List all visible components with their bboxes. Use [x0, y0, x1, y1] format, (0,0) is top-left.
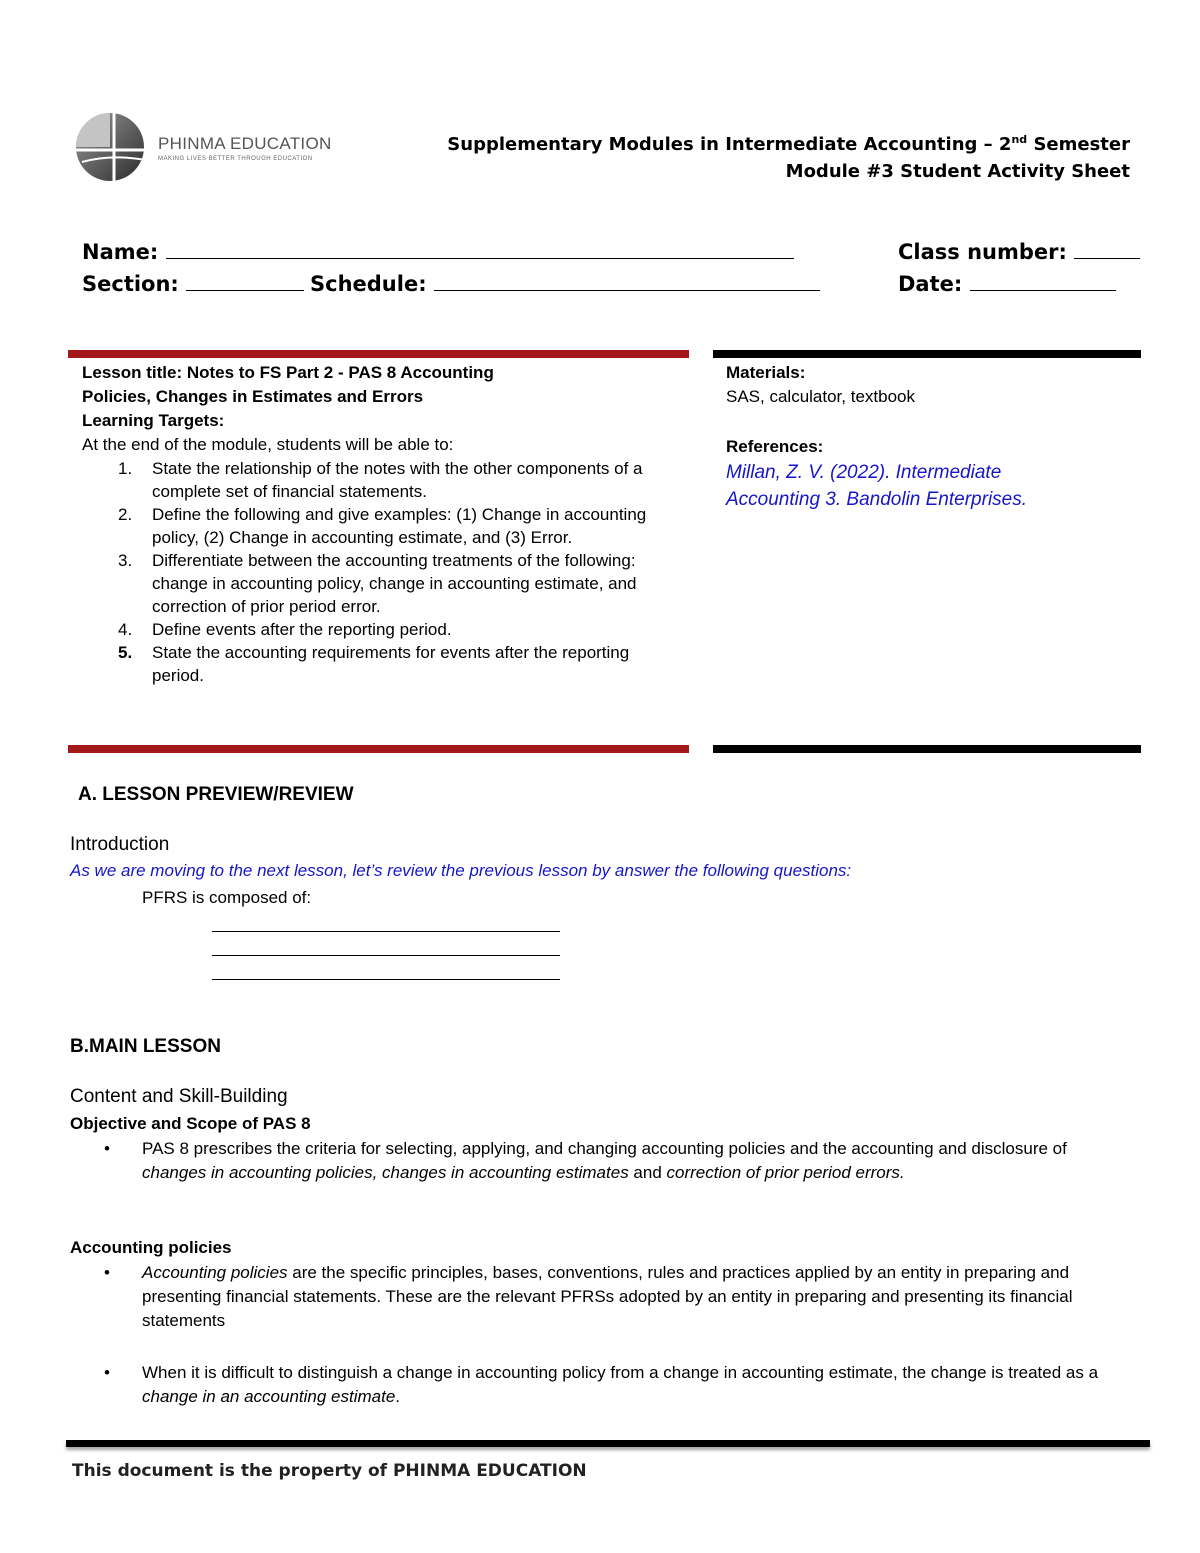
- section-b-subheading: Content and Skill-Building: [70, 1086, 288, 1107]
- policies-bullets: [70, 1261, 1120, 1333]
- list-item: • Accounting policies are the specific principles, bases, conventions, rules and practices applied by an entity in preparing and presenting financial statements. These are the relevant PFRSs adopted by an entity in preparing and presenting its financial statements: [104, 1263, 1073, 1330]
- materials-top-bar: [713, 350, 1141, 358]
- class-number-line[interactable]: [1074, 242, 1140, 259]
- target-item: 4. Define events after the reporting period.: [118, 620, 452, 639]
- answer-line-2[interactable]: [212, 954, 560, 956]
- section-field[interactable]: [82, 272, 304, 296]
- section-a-heading: A. LESSON PREVIEW/REVIEW: [78, 784, 354, 805]
- bullet-icon: •: [104, 1363, 110, 1382]
- lesson-title-line2: Policies, Changes in Estimates and Errors: [82, 387, 424, 406]
- answer-line-1[interactable]: [212, 930, 560, 932]
- learning-targets-heading: Learning Targets:: [82, 411, 225, 430]
- name-line[interactable]: [166, 242, 794, 259]
- target-item: 2. Define the following and give examples: (1) Change in accounting policy, (2) Change in accounting estimate, and (3) Error.: [118, 505, 647, 547]
- lesson-top-bar: [68, 350, 689, 358]
- accounting-policies-heading: Accounting policies: [70, 1238, 232, 1257]
- learning-targets-intro: At the end of the module, students will be able to:: [82, 435, 454, 454]
- section-line[interactable]: [186, 274, 304, 291]
- schedule-label: Schedule:: [310, 272, 427, 296]
- target-item: 1. State the relationship of the notes with the other components of a complete set of financial statements.: [118, 459, 643, 501]
- materials-heading: Materials:: [726, 363, 806, 382]
- module-title: Supplementary Modules in Intermediate Accounting – 2nd Semester: [447, 133, 1130, 155]
- bullet-icon: •: [104, 1139, 110, 1158]
- target-item: 3. Differentiate between the accounting treatments of the following: change in accounting policy, change in accounting estimate, and correction of prior period error.: [118, 551, 637, 616]
- policies-bullets-2: [70, 1361, 1120, 1409]
- class-number-field[interactable]: [898, 240, 1140, 264]
- section-a-subheading: Introduction: [70, 834, 170, 855]
- references-heading: References:: [726, 437, 824, 456]
- lesson-bottom-bar: [68, 745, 689, 753]
- materials-items: SAS, calculator, textbook: [726, 387, 915, 406]
- date-field[interactable]: [898, 272, 1116, 296]
- date-line[interactable]: [970, 274, 1116, 291]
- section-b-heading: B.MAIN LESSON: [70, 1036, 221, 1057]
- footer-divider: [66, 1440, 1150, 1447]
- section-a-instruction: As we are moving to the next lesson, let’s review the previous lesson by answer the following questions:: [70, 861, 852, 880]
- section-label: Section:: [82, 272, 179, 296]
- name-label: Name:: [82, 240, 159, 264]
- reference-line2: Accounting 3. Bandolin Enterprises.: [726, 489, 1028, 510]
- logo-name: PHINMA EDUCATION: [158, 134, 332, 153]
- list-item: • When it is difficult to distinguish a change in accounting policy from a change in accounting estimate, the change is treated as a change in an accounting estimate.: [104, 1363, 1099, 1406]
- name-field[interactable]: [82, 240, 794, 264]
- footer-text: This document is the property of PHINMA EDUCATION: [72, 1461, 587, 1481]
- materials-bottom-bar: [713, 745, 1141, 753]
- logo-tagline: MAKING LIVES BETTER THROUGH EDUCATION: [158, 156, 313, 162]
- section-a-question: PFRS is composed of:: [142, 888, 312, 907]
- reference-line1: Millan, Z. V. (2022). Intermediate: [726, 462, 1002, 483]
- list-item: • PAS 8 prescribes the criteria for selecting, applying, and changing accounting policies and the accounting and disclosure of changes in accounting policies, changes in accounting estimates and correction of prior period errors.: [104, 1139, 1067, 1182]
- schedule-line[interactable]: [434, 274, 820, 291]
- objective-bullet: [70, 1137, 1090, 1185]
- lesson-box: [82, 361, 672, 687]
- schedule-field[interactable]: [310, 272, 820, 296]
- target-item: 5. State the accounting requirements for events after the reporting period.: [118, 643, 630, 685]
- date-label: Date:: [898, 272, 963, 296]
- materials-box: [726, 361, 1146, 513]
- lesson-title-line1: Lesson title: Notes to FS Part 2 - PAS 8 Accounting: [82, 363, 494, 382]
- learning-targets-list: [82, 457, 672, 687]
- answer-line-3[interactable]: [212, 978, 560, 980]
- bullet-icon: •: [104, 1263, 110, 1282]
- module-subtitle: Module #3 Student Activity Sheet: [785, 161, 1130, 182]
- class-number-label: Class number:: [898, 240, 1067, 264]
- objective-heading: Objective and Scope of PAS 8: [70, 1114, 311, 1133]
